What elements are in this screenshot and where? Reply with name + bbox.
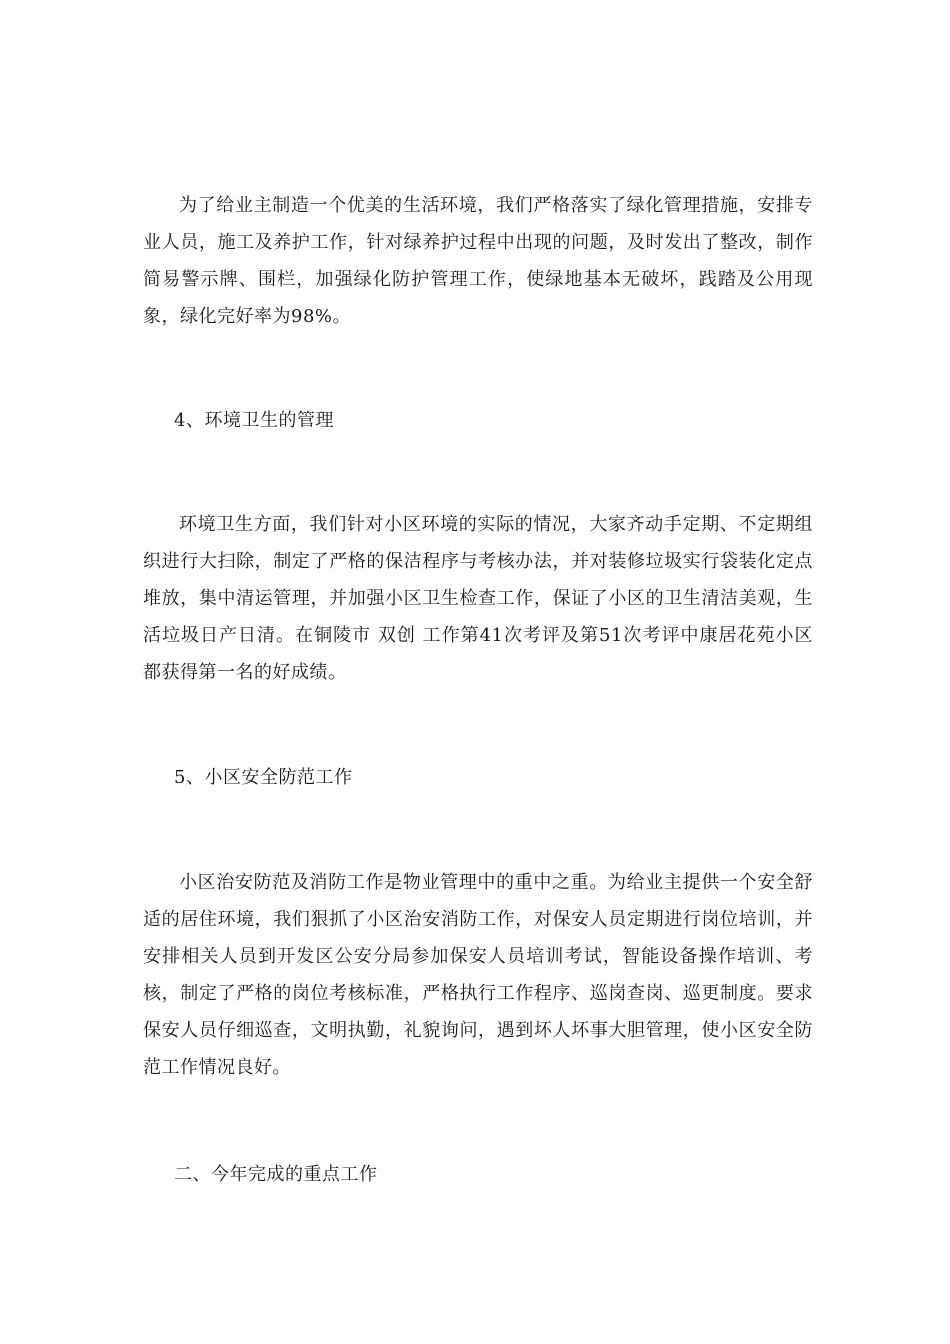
paragraph-greening: 为了给业主制造一个优美的生活环境，我们严格落实了绿化管理措施，安排专业人员，施工及养护工作，针对绿养护过程中出现的问题，及时发出了整改，制作简易警示牌、围栏，加强绿化防护管理工作，使绿地基本无破坏，践踏及公用现象，绿化完好率为98%。 <box>143 195 813 327</box>
paragraph-sanitation: 环境卫生方面，我们针对小区环境的实际的情况，大家齐动手定期、不定期组织进行大扫除，制定了严格的保洁程序与考核办法，并对装修垃圾实行袋装化定点堆放，集中清运管理，并加强小区卫生检查工作，保证了小区的卫生清洁美观，生活垃圾日产日清。在铜陵市 双创 工作第41次考评及第51次考评中康居花苑小区都获得第一名的好成绩。 <box>143 514 813 683</box>
heading-sanitation: 4、环境卫生的管理 <box>174 410 334 431</box>
heading-key-work: 二、今年完成的重点工作 <box>174 1164 378 1185</box>
paragraph-security: 小区治安防范及消防工作是物业管理中的重中之重。为给业主提供一个安全舒适的居住环境，我们狠抓了小区治安消防工作，对保安人员定期进行岗位培训，并安排相关人员到开发区公安分局参加保安人员培训考试，智能设备操作培训、考核，制定了严格的岗位考核标准，严格执行工作程序、巡岗查岗、巡更制度。要求保安人员仔细巡查，文明执勤，礼貌询问，遇到坏人坏事大胆管理，使小区安全防范工作情况良好。 <box>143 872 813 1078</box>
heading-security: 5、小区安全防范工作 <box>174 767 353 788</box>
